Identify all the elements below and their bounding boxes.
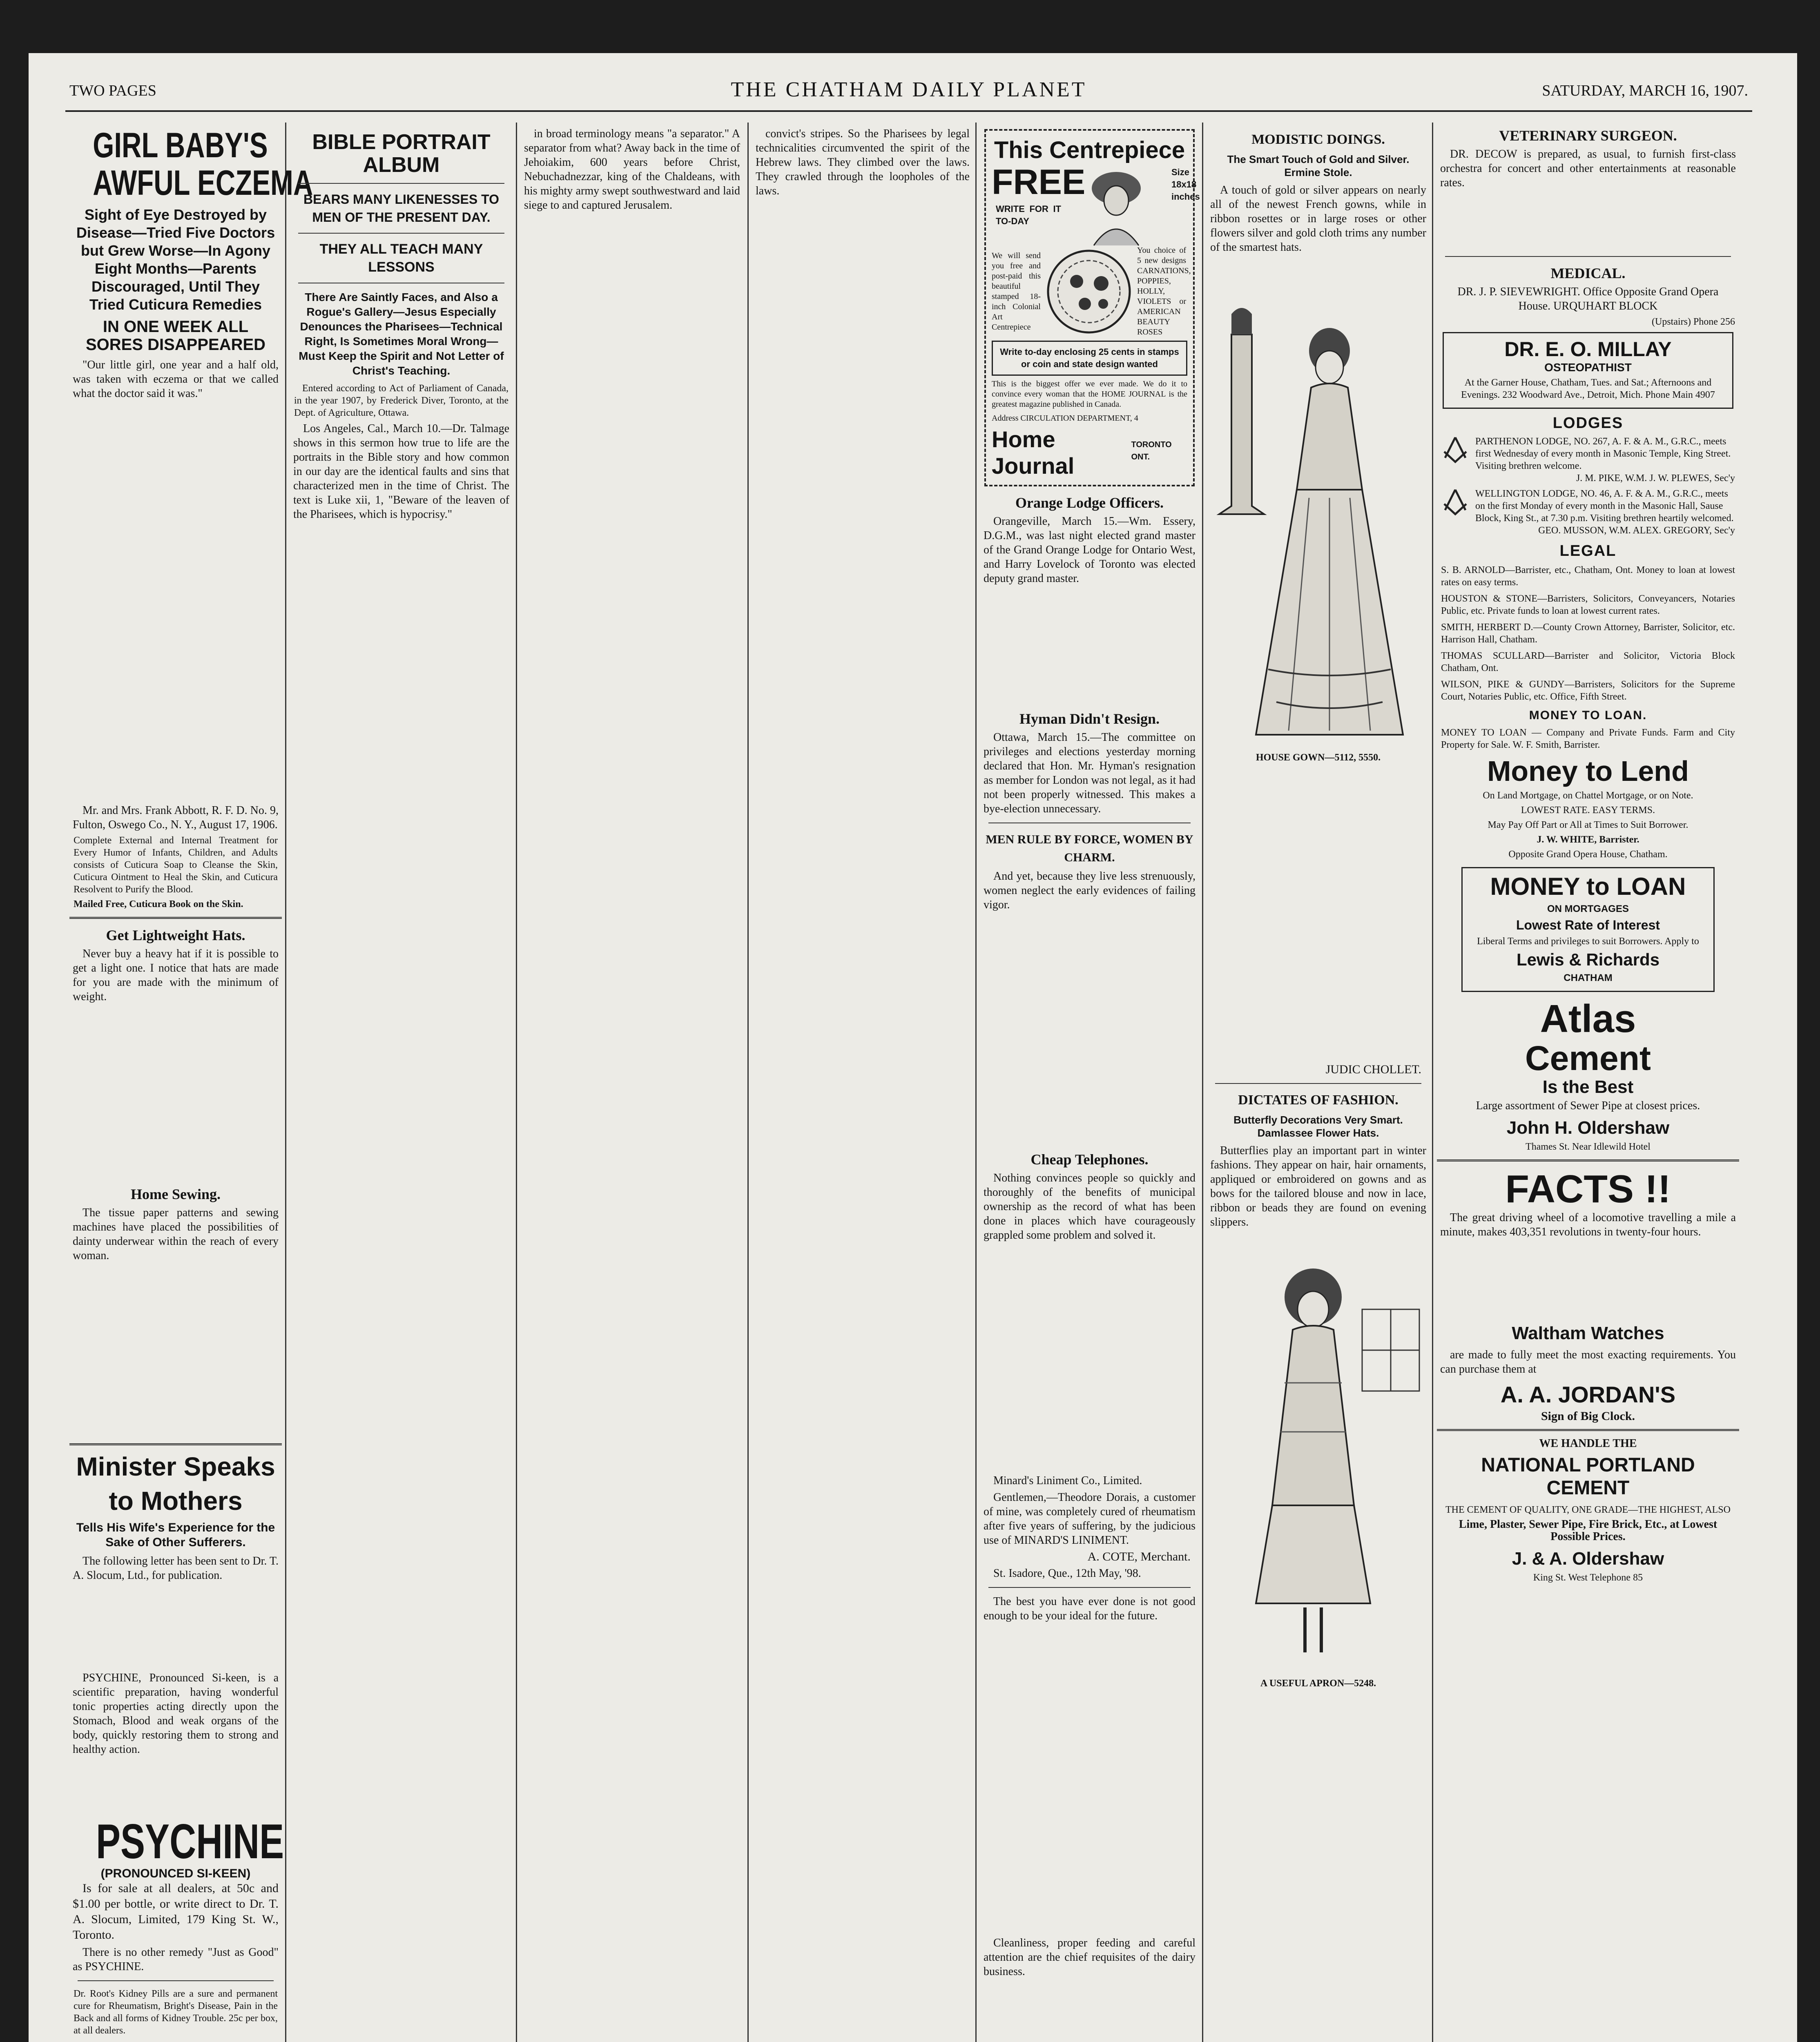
mortgage-loan-name: Lewis & Richards: [1516, 950, 1660, 969]
psychine-logo: PSYCHINE: [96, 1814, 284, 1869]
money-to-lend-pay: May Pay Off Part or All at Times to Suit Borrower.: [1488, 820, 1688, 830]
centrepiece-ad-address: Address CIRCULATION DEPARTMENT, 4: [992, 414, 1138, 423]
eczema-body: "Our little girl, one year and a half old, was taken with eczema or that we called what the doctor said it was.": [73, 359, 279, 400]
section-divider: [298, 183, 504, 184]
veterinary-continued: [1440, 192, 1736, 250]
home-journal-logo: Home Journal: [992, 426, 1075, 479]
eczema-headline-line2: AWFUL ECZEMA: [93, 163, 313, 203]
eczema-headline-block: [69, 126, 313, 203]
legal-houston-stone: HOUSTON & STONE—Barristers, Solicitors, Conveyancers, Notaries Public, etc. Private funds to loan at lowest current rates.: [1441, 593, 1735, 616]
mortgage-loan-sub: ON MORTGAGES: [1547, 903, 1629, 914]
modistic-body: A touch of gold or silver appears on nearly all of the newest French gowns, while in ribbon rosettes or in large roses or other flowers silver and gold cloth trims any number of the smartest hats.: [1210, 184, 1426, 254]
legal-smith: SMITH, HERBERT D.—County Crown Attorney, Barrister, Solicitor, etc. Harrison Hall, Chatham.: [1441, 622, 1735, 645]
bible-deck-1: BEARS MANY LIKENESSES TO MEN OF THE PRESENT DAY.: [303, 192, 499, 225]
atlas-headline: Atlas: [1540, 997, 1636, 1041]
legal-title: LEGAL: [1559, 542, 1617, 560]
column-3: [521, 123, 743, 2042]
centrepiece-ad-title: This Centrepiece: [994, 137, 1185, 163]
eczema-headline-line1: GIRL BABY'S: [93, 126, 268, 165]
section-divider: [78, 1980, 274, 1981]
mortgage-loan-rate: Lowest Rate of Interest: [1516, 918, 1660, 932]
veterinary-title: VETERINARY SURGEON.: [1499, 127, 1677, 144]
sewing-body-continued: [73, 1265, 279, 1437]
wellington-officers: GEO. MUSSON, W.M. ALEX. GREGORY, Sec'y: [1538, 525, 1735, 536]
section-divider: [1445, 256, 1731, 257]
masthead: [69, 78, 1748, 106]
modistic-subhead: The Smart Touch of Gold and Silver. Ermine Stole.: [1227, 153, 1410, 178]
section-divider: [988, 1587, 1191, 1588]
house-gown-caption: HOUSE GOWN—5112, 5550.: [1256, 752, 1381, 763]
modistic-signature: JUDIC CHOLLET.: [1325, 1063, 1421, 1076]
money-to-lend-sub: On Land Mortgage, on Chattel Mortgage, or on Note.: [1483, 790, 1693, 801]
money-to-loan-body: MONEY TO LOAN — Company and Private Funds. Farm and City Property for Sale. W. F. Smith, Barrister.: [1441, 727, 1735, 750]
portland-items: Lime, Plaster, Sewer Pipe, Fire Brick, Etc., at Lowest Possible Prices.: [1459, 1518, 1717, 1543]
parthenon-lodge: [1441, 435, 1735, 484]
sermon-body-col3: in broad terminology means "a separator." A separator from what? Away back in the time of Jehoiakim, 600 years before Christ, Nebuchadnezzar, king of the Chaldeans, with his mighty army swept southwestward and laid siege to and captured Jerusalem.: [524, 127, 740, 212]
column-rule: [516, 123, 517, 2042]
column-rule: [1202, 123, 1203, 2042]
veterinary-body: DR. DECOW is prepared, as usual, to furnish first-class orchestra for concert and other entertainments at reasonable rates.: [1440, 148, 1736, 189]
atlas-dealer-address: Thames St. Near Idlewild Hotel: [1526, 1141, 1650, 1152]
psychine-intro: PSYCHINE, Pronounced Si-keen, is a scientific preparation, having wonderful tonic properties acting directly upon the Stomach, Blood and weak organs of the body, quickly restoring them to strong and healthy action.: [73, 1672, 279, 1756]
telephones-body: Nothing convinces people so quickly and thoroughly of the benefits of municipal ownership as the record of what has been done in places which have courageously grappled some problem and solved it.: [984, 1172, 1195, 1242]
cuticura-mailed-free: Mailed Free, Cuticura Book on the Skin.: [74, 899, 243, 910]
minards-testimonial: Gentlemen,—Theodore Dorais, a customer of mine, was completely cured of rheumatism after five years of suffering, by the judicious use of MINARD'S LINIMENT.: [984, 1491, 1195, 1547]
men-rule-headline: MEN RULE BY FORCE, WOMEN BY CHARM.: [986, 833, 1193, 864]
woman-portrait-illustration: [1069, 164, 1163, 245]
section-divider: [1437, 1159, 1739, 1161]
dictates-body: Butterflies play an important part in winter fashions. They appear on hair, hair ornaments, appliqued or embroidered on gowns and as bows for the tailored blouse and now in lace, ribbon or beads they are found on evening slippers.: [1210, 1144, 1426, 1228]
psychine-sale: Is for sale at all dealers, at 50c and $1.00 per bottle, or write direct to Dr. T. A. Slocum, Limited, 179 King St. W., Toronto.: [73, 1881, 279, 1942]
mortgage-loan-terms: Liberal Terms and privileges to suit Borrowers. Apply to: [1477, 936, 1699, 947]
issue-date: SATURDAY, MARCH 16, 1907.: [1542, 82, 1748, 99]
minards-company: Minard's Liniment Co., Limited.: [993, 1474, 1142, 1487]
minister-headline-line2: to Mothers: [109, 1486, 243, 1516]
parthenon-officers: J. M. PIKE, W.M. J. W. PLEWES, Sec'y: [1576, 473, 1735, 484]
useful-apron-caption: A USEFUL APRON—5248.: [1260, 1678, 1376, 1689]
column-6: [1207, 123, 1430, 2042]
sermon-body-col4: convict's stripes. So the Pharisees by legal technicalities circumvented the spirit of the Hebrew laws. They climbed over the laws. They crawled through the loopholes of the laws.: [756, 127, 970, 197]
money-to-lend-rates: LOWEST RATE. EASY TERMS.: [1521, 805, 1655, 816]
mortgage-loan-headline: MONEY to LOAN: [1490, 873, 1686, 900]
orange-lodge-body: Orangeville, March 15.—Wm. Essery, D.G.M., was last night elected grand master of the Grand Orange Lodge for Ontario West, and Harry Lovelock of Toronto was elected deputy grand master.: [984, 515, 1195, 585]
centrepiece-ad-size: Size 18x18 inches: [1171, 167, 1200, 202]
modistic-headline: MODISTIC DOINGS.: [1251, 132, 1385, 147]
minards-place: St. Isadore, Que., 12th May, '98.: [993, 1567, 1141, 1580]
hats-title: Get Lightweight Hats.: [106, 927, 245, 943]
psychine-intro-continued: [73, 1759, 279, 1816]
portland-dealer-address: King St. West Telephone 85: [1533, 1572, 1643, 1583]
money-to-lend-office: Opposite Grand Opera House, Chatham.: [1508, 849, 1668, 860]
sewing-title: Home Sewing.: [131, 1186, 221, 1202]
centrepiece-ad-free: FREE: [992, 163, 1086, 202]
section-divider: [1437, 1429, 1739, 1431]
bible-deck-2: THEY ALL TEACH MANY LESSONS: [319, 241, 483, 275]
jordan-sign: Sign of Big Clock.: [1541, 1409, 1635, 1423]
bible-deck-3: There Are Saintly Faces, and Also a Rogue's Gallery—Jesus Especially Denounces the Pharisees—Technical Right, Is Sometimes Moral Wrong—Must Keep the Spirit and Not Letter of Christ's Teaching.: [299, 291, 504, 377]
legal-arnold: S. B. ARNOLD—Barrister, etc., Chatham, Ont. Money to loan at lowest rates on easy terms.: [1441, 565, 1735, 588]
millay-card: [1443, 332, 1733, 409]
hats-body: Never buy a heavy hat if it is possible to get a light one. I notice that hats are made for you are made with the minimum of weight.: [73, 947, 279, 1003]
mortgage-loan-ad: [1461, 867, 1715, 992]
millay-body: At the Garner House, Chatham, Tues. and Sat.; Afternoons and Evenings. 232 Woodward Ave., Detroit, Mich. Phone Main 4907: [1461, 377, 1715, 400]
dictates-body-continued: [1210, 1232, 1426, 1256]
section-divider: [69, 1443, 282, 1445]
centrepiece-ad-enclose: Write to-day enclosing 25 cents in stamps or coin and state design wanted: [992, 341, 1187, 376]
men-rule-body: And yet, because they live less strenuously, women neglect the early evidences of failing vigor.: [984, 870, 1195, 911]
medical-title: MEDICAL.: [1550, 265, 1626, 281]
centrepiece-ad[interactable]: [984, 129, 1200, 486]
centrepiece-ad-write: WRITE FOR IT TO-DAY: [996, 204, 1061, 226]
minister-letter: [73, 1585, 279, 1671]
eczema-body-continued: [73, 403, 279, 803]
kidney-pills-ad: Dr. Root's Kidney Pills are a sure and permanent cure for Rheumatism, Bright's Disease, Pain in the Back and all forms of Kidney Trouble. 25c per box, at all dealers.: [74, 1988, 278, 2036]
eczema-subhead: IN ONE WEEK ALL SORES DISAPPEARED: [85, 318, 266, 354]
house-gown-illustration: [1207, 302, 1430, 743]
minister-body: The following letter has been sent to Dr. T. A. Slocum, Ltd., for publication.: [73, 1555, 279, 1582]
parthenon-lodge-text: PARTHENON LODGE, NO. 267, A. F. & A. M., G.R.C., meets first Wednesday of every month in Masonic Temple, King Street. Visiting brethren welcome.: [1475, 436, 1731, 471]
best-body: The best you have ever done is not good enough to be your ideal for the future.: [984, 1595, 1195, 1622]
column-rule: [285, 123, 286, 2042]
facts-body: The great driving wheel of a locomotive travelling a mile a minute, makes 403,351 revolutions in twenty-four hours.: [1440, 1211, 1736, 1238]
column-rule: [1432, 123, 1433, 2042]
bible-body-continued: [293, 524, 509, 2042]
orange-lodge-continued: [984, 588, 1195, 702]
bible-headline: BIBLE PORTRAIT ALBUM: [312, 130, 491, 177]
home-journal-city: TORONTO ONT.: [1131, 440, 1172, 461]
centrepiece-ad-offer: This is the biggest offer we ever made. We do it to convince every woman that the HOME JOURNAL is the greatest magazine published in Canada.: [992, 379, 1187, 409]
money-to-loan-title: MONEY TO LOAN.: [1529, 709, 1647, 722]
centrepiece-ad-left: We will send you free and post-paid this beautiful stamped 18-inch Colonial Art Centrepiece: [992, 251, 1041, 332]
dairy-cleanliness: Cleanliness, proper feeding and careful attention are the chief requisites of the dairy business.: [984, 1937, 1195, 1978]
portland-pre: WE HANDLE THE: [1539, 1437, 1637, 1450]
legal-scullard: THOMAS SCULLARD—Barrister and Solicitor, Victoria Block Chatham, Ont.: [1441, 651, 1735, 673]
minister-headline-line1: Minister Speaks: [76, 1452, 275, 1481]
wellington-lodge-text: WELLINGTON LODGE, NO. 46, A. F. & A. M., G.R.C., meets on the first Monday of every month in the Masonic Hall, Sause Block, King St., at 7.30 p.m. Visiting brethren heartily welcomed.: [1475, 488, 1734, 524]
dictates-subhead: Butterfly Decorations Very Smart. Damlassee Flower Hats.: [1233, 1114, 1403, 1139]
medical-phone: (Upstairs) Phone 256: [1652, 317, 1735, 327]
telephones-title: Cheap Telephones.: [1030, 1151, 1149, 1168]
modistic-article-continued: [1210, 766, 1426, 1060]
lodges-title: LODGES: [1552, 415, 1624, 432]
atlas-cement: Cement: [1525, 1039, 1651, 1077]
facts-headline: FACTS !!: [1505, 1167, 1671, 1211]
men-rule-continued: [984, 914, 1195, 1143]
telephones-continued: [984, 1245, 1195, 1474]
eczema-deck: Sight of Eye Destroyed by Disease—Tried Five Doctors but Grew Worse—In Agony Eight Months—Parents Discouraged, Until They Tried Cuticura Remedies: [76, 206, 275, 313]
section-divider: [1215, 1083, 1421, 1084]
psychine-pronunciation: (PRONOUNCED SI-KEEN): [100, 1867, 251, 1880]
sermon-body-col3-continued: [524, 215, 740, 2042]
column-rule: [747, 123, 749, 2042]
eczema-signature: Mr. and Mrs. Frank Abbott, R. F. D. No. 9, Fulton, Oswego Co., N. Y., August 17, 1906.: [73, 804, 279, 831]
atlas-body: Large assortment of Sewer Pipe at closest prices.: [1476, 1099, 1700, 1112]
facts-continued: [1440, 1242, 1736, 1319]
hyman-body: Ottawa, March 15.—The committee on privileges and elections yesterday morning declared that Hon. Mr. Hyman's resignation as member for London was not legal, as it had not been properly witnessed. This makes a bye-election unnecessary.: [984, 731, 1195, 815]
millay-title: OSTEOPATHIST: [1544, 361, 1632, 374]
medical-body: DR. J. P. SIEVEWRIGHT. Office Opposite Grand Opera House. URQUHART BLOCK: [1457, 285, 1719, 312]
hyman-title: Hyman Didn't Resign.: [1019, 711, 1160, 727]
cuticura-fine-print: Complete External and Internal Treatment for Every Humor of Infants, Children, and Adults consists of Cuticura Soap to Cleanse the Skin, Cuticura Ointment to Heal the Skin, and Cuticura Resolvent to Purify the Blood.: [74, 835, 278, 895]
masonic-emblem-icon: [1441, 488, 1470, 516]
column-5: [980, 123, 1199, 2042]
portland-name: NATIONAL PORTLAND CEMENT: [1481, 1454, 1695, 1499]
section-divider: [298, 233, 504, 234]
portland-dealer-name: J. & A. Oldershaw: [1512, 1549, 1664, 1569]
money-to-lend-headline: Money to Lend: [1487, 755, 1689, 787]
dictates-article-continued: [1210, 1692, 1426, 2042]
newspaper-page: [29, 53, 1797, 2042]
column-2: [290, 123, 513, 2042]
atlas-dealer-name: John H. Oldershaw: [1506, 1118, 1670, 1138]
portland-quality: THE CEMENT OF QUALITY, ONE GRADE—THE HIGHEST, ALSO: [1445, 1505, 1731, 1515]
best-continued: [984, 1625, 1195, 1936]
column-1: [69, 123, 313, 2042]
newspaper-title: THE CHATHAM DAILY PLANET: [731, 78, 1087, 101]
millay-name: DR. E. O. MILLAY: [1504, 338, 1672, 361]
page-label: TWO PAGES: [69, 82, 156, 99]
atlas-best: Is the Best: [1542, 1077, 1634, 1097]
orange-lodge-title: Orange Lodge Officers.: [1015, 495, 1164, 511]
minards-signature: A. COTE, Merchant.: [1087, 1550, 1191, 1563]
waltham-headline: Waltham Watches: [1512, 1323, 1664, 1343]
bible-body: Los Angeles, Cal., March 10.—Dr. Talmage shows in this sermon how true to life are the portraits in the Bible story and how common in our day are the identical faults and sins that characterized men in the time of Christ. The text is Luke xii, 1, "Beware of the leaven of the Pharisees, which is hypocrisy.": [293, 422, 509, 521]
masonic-emblem-icon: [1441, 435, 1470, 464]
psychine-note: There is no other remedy "Just as Good" as PSYCHINE.: [73, 1946, 279, 1973]
useful-apron-illustration: [1207, 1260, 1430, 1669]
waltham-body: are made to fully meet the most exacting requirements. You can purchase them at: [1440, 1349, 1736, 1375]
sewing-body: The tissue paper patterns and sewing machines have placed the possibilities of dainty underwear within the reach of every woman.: [73, 1206, 279, 1262]
section-divider: [69, 917, 282, 919]
dictates-headline: DICTATES OF FASHION.: [1238, 1092, 1398, 1108]
minister-deck: Tells His Wife's Experience for the Sake of Other Sufferers.: [76, 1521, 275, 1549]
jordan-name: A. A. JORDAN'S: [1500, 1382, 1676, 1407]
money-to-lend-name: J. W. WHITE, Barrister.: [1537, 834, 1639, 845]
column-4: [752, 123, 973, 2042]
column-rule: [975, 123, 977, 2042]
centrepiece-ad-right: You choice of 5 new designs CARNATIONS, POPPIES, HOLLY, VIOLETS or AMERICAN BEAUTY ROSES: [1137, 246, 1191, 337]
masthead-rule: [65, 110, 1752, 112]
hats-body-continued: [73, 1006, 279, 1178]
column-7: [1437, 123, 1739, 2042]
modistic-body-continued: [1210, 257, 1426, 298]
sermon-body-col4-continued: [756, 201, 970, 2042]
mortgage-loan-city: CHATHAM: [1564, 972, 1613, 983]
centrepiece-plate-illustration: [1044, 247, 1134, 337]
wellington-lodge: [1441, 488, 1735, 537]
copyright-notice: Entered according to Act of Parliament of Canada, in the year 1907, by Frederick Diver, Toronto, at the Dept. of Agriculture, Ottawa.: [294, 383, 509, 418]
legal-wilson-pike: WILSON, PIKE & GUNDY—Barristers, Solicitors for the Supreme Court, Notaries Public, etc. Office, Fifth Street.: [1441, 679, 1735, 702]
